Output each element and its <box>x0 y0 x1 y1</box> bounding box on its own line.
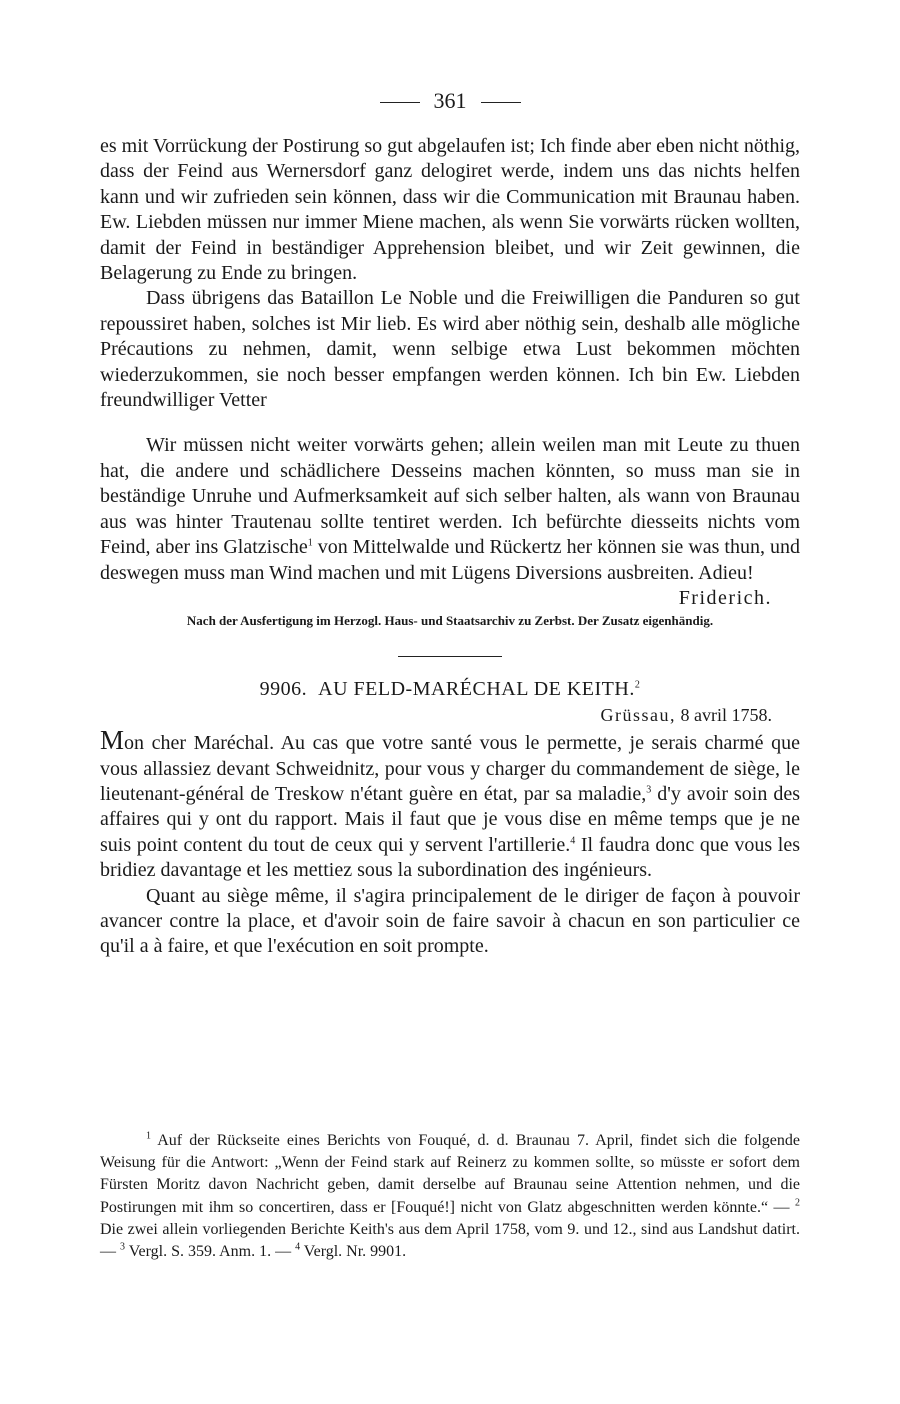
footnote-2: Die zwei allein vorliegenden Berichte Keith's aus dem April 1758, vom 9. und 12., sind aus Landshut datirt. — <box>100 1220 800 1261</box>
page-header <box>0 88 900 114</box>
signature: Friderich. <box>678 586 772 609</box>
letter-recipient: AU FELD-MARÉCHAL DE KEITH. <box>318 678 635 701</box>
paragraph-gap <box>100 413 800 433</box>
date: 8 avril 1758. <box>676 704 772 725</box>
place: Grüssau, <box>600 704 676 725</box>
letter-number: 9906. <box>259 678 308 701</box>
footnote-mark-4: 4 <box>295 1241 301 1253</box>
footnote-ref-3: 3 <box>646 784 652 796</box>
footnote-ref-1: 1 <box>307 537 313 549</box>
footnote-block <box>100 1130 800 1263</box>
footnote-3: Vergl. S. 359. Anm. 1. — <box>125 1243 296 1261</box>
main-text <box>100 134 800 960</box>
letter-title <box>100 677 800 702</box>
footnote-ref-4: 4 <box>570 835 576 847</box>
section-divider <box>398 656 502 657</box>
footnotes <box>100 1130 800 1263</box>
letter2-paragraph-2: Quant au siège même, il s'agira principalement de le diriger de façon à pouvoir avancer contre la place, et d'avoir soin de faire savoir à chacun en son particulier ce qu'il a à faire, et que l'exécution en soit prompte. <box>100 884 800 958</box>
footnote-mark-3: 3 <box>120 1241 125 1253</box>
header-rule-right <box>481 102 521 103</box>
letter1-paragraph-2: Dass übrigens das Bataillon Le Noble und die Freiwilligen die Panduren so gut repoussiret haben, solches ist Mir lieb. Es wird aber nöthig sein, deshalb alle mögliche Précautions zu nehmen, damit, wenn selbige etwa Lust bekommen möchten wiederzukommen, sie noch besser empfangen werden können. Ich bin Ew. Liebden freundwilliger Vetter <box>100 287 800 412</box>
initial-letter: M <box>100 725 125 756</box>
footnote-mark-2: 2 <box>795 1197 800 1209</box>
letter1-paragraph-1: es mit Vorrückung der Postirung so gut abgelaufen ist; Ich finde aber eben nicht nöthig, dass der Feind aus Wernersdorf ganz delogiret werde, indem uns das nichts helfen kann und wir zufrieden sein können, dass wir die Communication mit Braunau haben. Ew. Liebden müssen nur immer Miene machen, als wenn Sie vorwärts rücken wollten, damit der Feind in beständiger Apprehension bleibet, und wir Zeit gewinnen, die Belagerung zu Ende zu bringen. <box>100 135 800 285</box>
letter1-postscript: Wir müssen nicht weiter vorwärts gehen; allein weilen man mit Leute zu thuen hat, die andere und schädlichere Desseins machen könnten, so muss man sie in beständige Unruhe und Aufmerksamkeit auf sich selber halten, als wann von Braunau aus was hinter Trautenau sollte tentiret werden. Ich befürchte diesseits nichts vom Feind, aber ins Glatzische$^1$ von Mittelwalde und Rückertz her können sie was thun, und deswegen muss man Wind machen und mit Lügens Diversions ausbreiten. Adieu! <box>100 434 801 584</box>
letter2-paragraph-1: Mon cher Maréchal. Au cas que votre santé vous le permette, je serais charmé que vous allassiez devant Schweidnitz, pour vous y charger du commandement de siège, le lieutenant-général de Treskow n'étant guère en état, par sa maladie,$^3$ d'y avoir soin des affaires qui y ont du rapport. Mais il faut que je vous dise en même temps que je ne suis point content du tout de ceux qui y servent l'artillerie.$^4$ Il faudra donc que vous les bridiez davantage et les mettiez sous la subordination des ingénieurs. <box>100 725 800 882</box>
footnote-mark-1: 1 <box>146 1130 151 1142</box>
dateline <box>100 703 800 728</box>
header-rule-left <box>380 102 420 103</box>
footnote-ref-2: 2 <box>634 679 641 691</box>
footnote-4: Vergl. Nr. 9901. <box>300 1243 407 1261</box>
page-number: 361 <box>433 88 467 113</box>
footnote-1: Auf der Rückseite eines Berichts von Fouqué, d. d. Braunau 7. April, findet sich die folgende Weisung für die Antwort: „Wenn der Feind stark auf Reinerz zu kommen sollte, so müsste er sofort dem Fürsten Moritz davon Nachricht geben, damit derselbe auf Braunau seine Attention nehmen, und die Postirungen mit ihm so concertiren, dass er [Fouqué!] nicht von Glatz abgeschnitten werden könnte.“ — <box>100 1132 800 1216</box>
source-note: Nach der Ausfertigung im Herzogl. Haus- und Staatsarchiv zu Zerbst. Der Zusatz eigenhändig. <box>186 613 714 629</box>
